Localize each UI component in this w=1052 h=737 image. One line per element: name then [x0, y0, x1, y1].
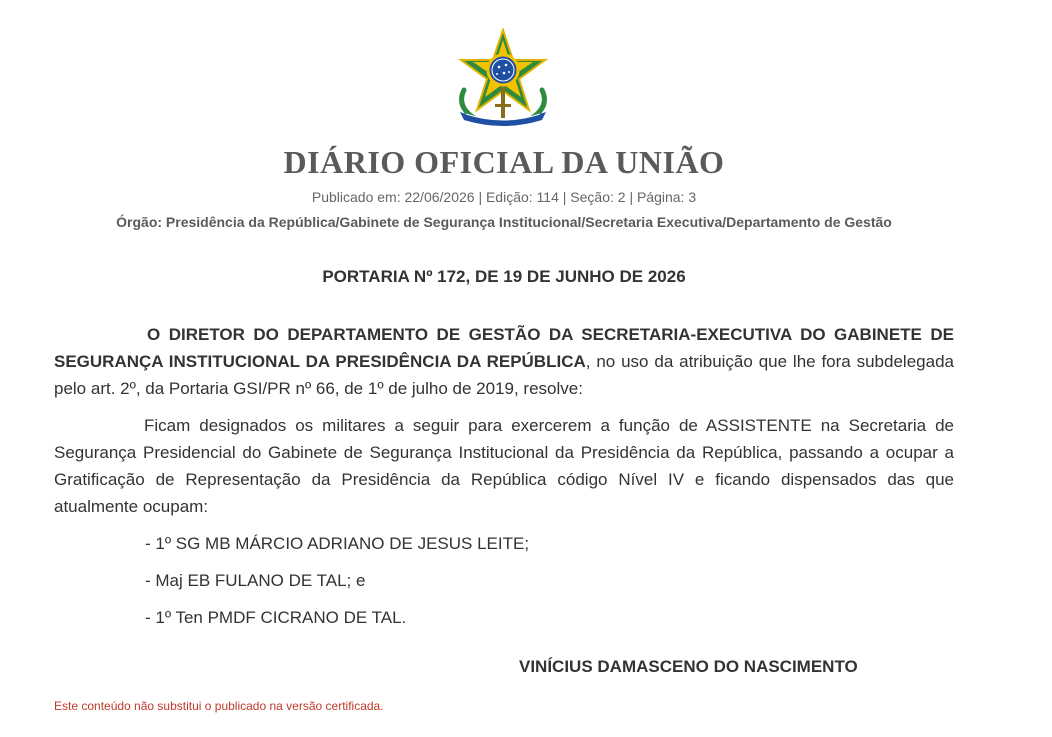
portaria-heading: PORTARIA Nº 172, DE 19 DE JUNHO DE 2026: [322, 267, 686, 286]
page-title: DIÁRIO OFICIAL DA UNIÃO: [283, 144, 725, 180]
preamble-authority: O DIRETOR DO DEPARTAMENTO DE GESTÃO DA SECRETARIA-EXECUTIVA DO GABINETE DE SEGURANÇA INSTITUCIONAL DA PRESIDÊNCIA DA REPÚBLICA: [54, 325, 954, 371]
list-item: - 1º SG MB MÁRCIO ADRIANO DE JESUS LEITE;: [145, 534, 530, 553]
paragraph-designation: Ficam designados os militares a seguir para exercerem a função de ASSISTENTE na Secretaria de Segurança Presidencial do Gabinete de Segurança Institucional da Presidência da República, passando a ocupar a Gratificação de Representação da Presidência da República código Nível IV e ficando dispensados das que atualmente ocupam:: [54, 416, 954, 516]
brazil-coat-of-arms-icon: [452, 28, 554, 126]
list-item: - Maj EB FULANO DE TAL; e: [145, 571, 366, 590]
paragraph-preamble: [54, 321, 954, 402]
disclaimer-text: Este conteúdo não substitui o publicado na versão certificada.: [54, 699, 384, 713]
signature: VINÍCIUS DAMASCENO DO NASCIMENTO: [519, 657, 858, 676]
preamble-rest: , no uso da atribuição que lhe fora subdelegada pelo art. 2º, da Portaria GSI/PR nº 66, de 1º de julho de 2019, resolve:: [54, 352, 954, 398]
orgao-line: Órgão: Presidência da República/Gabinete de Segurança Institucional/Secretaria Executiva/Departamento de Gestão: [116, 214, 892, 230]
publication-info: Publicado em: 22/06/2026 | Edição: 114 | Seção: 2 | Página: 3: [311, 189, 697, 205]
list-item: - 1º Ten PMDF CICRANO DE TAL.: [145, 608, 407, 627]
